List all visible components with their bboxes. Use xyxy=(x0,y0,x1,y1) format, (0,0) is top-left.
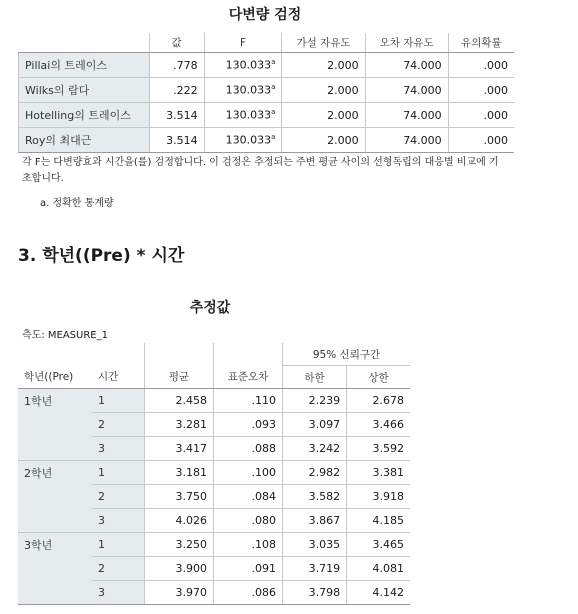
column-header: 표준오차 xyxy=(214,366,283,389)
table-row xyxy=(19,103,515,128)
lower-cell: 3.035 xyxy=(283,533,347,557)
grade-label: 3학년 xyxy=(18,533,92,557)
estimates-table-title: 추정값 xyxy=(189,300,231,316)
grade-label: 2학년 xyxy=(18,461,92,485)
hyp-df-cell: 2.000 xyxy=(282,103,365,128)
table-row xyxy=(18,581,410,605)
section-heading: 3. 학년((Pre) * 시간 xyxy=(18,246,185,266)
f-value: 130.033 xyxy=(225,108,272,122)
table-row xyxy=(19,53,515,78)
time-label: 3 xyxy=(92,437,145,461)
mean-cell: 3.250 xyxy=(145,533,214,557)
column-header: 오차 자유도 xyxy=(365,33,448,53)
se-cell: .108 xyxy=(214,533,283,557)
table-row xyxy=(18,413,410,437)
upper-cell: 3.918 xyxy=(347,485,410,509)
row-label: Hotelling의 트레이스 xyxy=(19,103,150,128)
hyp-df-cell: 2.000 xyxy=(282,53,365,78)
grade-label-empty xyxy=(18,581,92,605)
se-cell: .086 xyxy=(214,581,283,605)
mean-cell: 3.181 xyxy=(145,461,214,485)
table-row xyxy=(18,389,410,413)
column-header: 가설 자유도 xyxy=(282,33,365,53)
lower-cell: 3.719 xyxy=(283,557,347,581)
upper-cell: 4.185 xyxy=(347,509,410,533)
footnote-marker: a xyxy=(271,83,276,92)
footnote-marker: a xyxy=(271,58,276,67)
time-label: 1 xyxy=(92,461,145,485)
table-row xyxy=(18,485,410,509)
lower-cell: 3.242 xyxy=(283,437,347,461)
f-cell xyxy=(204,53,282,78)
table-row xyxy=(19,78,515,103)
time-label: 1 xyxy=(92,389,145,413)
column-header: 유의확률 xyxy=(448,33,514,53)
row-label: Pillai의 트레이스 xyxy=(19,53,150,78)
column-header: 시간 xyxy=(92,366,145,389)
grade-label-empty xyxy=(18,509,92,533)
sig-cell: .000 xyxy=(448,103,514,128)
lower-cell: 3.867 xyxy=(283,509,347,533)
err-df-cell: 74.000 xyxy=(365,53,448,78)
grade-label-empty xyxy=(18,485,92,509)
column-header: F xyxy=(204,33,282,53)
time-label: 2 xyxy=(92,557,145,581)
f-cell xyxy=(204,103,282,128)
hyp-df-cell: 2.000 xyxy=(282,78,365,103)
multivariate-table-title: 다변량 검정 xyxy=(228,7,302,23)
upper-cell: 2.678 xyxy=(347,389,410,413)
column-header: 평균 xyxy=(145,366,214,389)
column-header: 상한 xyxy=(347,366,410,389)
grade-label-empty xyxy=(18,413,92,437)
lower-cell: 2.982 xyxy=(283,461,347,485)
hyp-df-cell: 2.000 xyxy=(282,128,365,153)
upper-cell: 3.381 xyxy=(347,461,410,485)
time-label: 2 xyxy=(92,413,145,437)
err-df-cell: 74.000 xyxy=(365,103,448,128)
mean-cell: 3.750 xyxy=(145,485,214,509)
se-cell: .088 xyxy=(214,437,283,461)
sig-cell: .000 xyxy=(448,128,514,153)
estimates-table xyxy=(18,343,410,605)
f-value: 130.033 xyxy=(225,58,272,72)
ci-header: 95% 신뢰구간 xyxy=(283,343,411,366)
value-cell: 3.514 xyxy=(149,128,204,153)
sig-cell: .000 xyxy=(448,78,514,103)
lower-cell: 3.097 xyxy=(283,413,347,437)
lower-cell: 3.582 xyxy=(283,485,347,509)
mean-cell: 3.281 xyxy=(145,413,214,437)
measure-label: 측도: MEASURE_1 xyxy=(22,330,108,341)
mean-cell: 4.026 xyxy=(145,509,214,533)
row-label: Wilks의 람다 xyxy=(19,78,150,103)
se-cell: .080 xyxy=(214,509,283,533)
footnote-marker: a xyxy=(271,108,276,117)
lower-cell: 2.239 xyxy=(283,389,347,413)
f-value: 130.033 xyxy=(225,83,272,97)
f-cell xyxy=(204,78,282,103)
err-df-cell: 74.000 xyxy=(365,128,448,153)
footnote-a: a. 정확한 통계량 xyxy=(40,198,114,209)
se-cell: .084 xyxy=(214,485,283,509)
grade-label-empty xyxy=(18,437,92,461)
multivariate-tests-table xyxy=(18,33,514,153)
table-row xyxy=(18,461,410,485)
mean-cell: 3.417 xyxy=(145,437,214,461)
sig-cell: .000 xyxy=(448,53,514,78)
multivariate-footnote: 각 F는 다변량효과 시간을(를) 검정합니다. 이 검정은 추정되는 주변 평균 사이의 선형독립의 대응별 비교에 기초합니다. xyxy=(22,157,499,184)
mean-cell: 3.900 xyxy=(145,557,214,581)
upper-cell: 4.142 xyxy=(347,581,410,605)
err-df-cell: 74.000 xyxy=(365,78,448,103)
table-row xyxy=(18,533,410,557)
mean-cell: 3.970 xyxy=(145,581,214,605)
value-cell: .222 xyxy=(149,78,204,103)
corner-cell xyxy=(19,33,150,53)
grade-label: 1학년 xyxy=(18,389,92,413)
f-cell xyxy=(204,128,282,153)
se-cell: .100 xyxy=(214,461,283,485)
upper-cell: 3.465 xyxy=(347,533,410,557)
upper-cell: 3.466 xyxy=(347,413,410,437)
grade-label-empty xyxy=(18,557,92,581)
mean-cell: 2.458 xyxy=(145,389,214,413)
se-cell: .091 xyxy=(214,557,283,581)
upper-cell: 3.592 xyxy=(347,437,410,461)
column-header: 하한 xyxy=(283,366,347,389)
time-label: 1 xyxy=(92,533,145,557)
lower-cell: 3.798 xyxy=(283,581,347,605)
se-cell: .110 xyxy=(214,389,283,413)
value-cell: .778 xyxy=(149,53,204,78)
table-row xyxy=(18,437,410,461)
se-cell: .093 xyxy=(214,413,283,437)
time-label: 3 xyxy=(92,581,145,605)
column-header: 값 xyxy=(149,33,204,53)
table-row xyxy=(18,509,410,533)
f-value: 130.033 xyxy=(225,133,272,147)
time-label: 3 xyxy=(92,509,145,533)
footnote-marker: a xyxy=(271,133,276,142)
upper-cell: 4.081 xyxy=(347,557,410,581)
time-label: 2 xyxy=(92,485,145,509)
value-cell: 3.514 xyxy=(149,103,204,128)
table-row xyxy=(18,557,410,581)
row-label: Roy의 최대근 xyxy=(19,128,150,153)
column-header: 학년((Pre) xyxy=(18,366,92,389)
table-row xyxy=(19,128,515,153)
